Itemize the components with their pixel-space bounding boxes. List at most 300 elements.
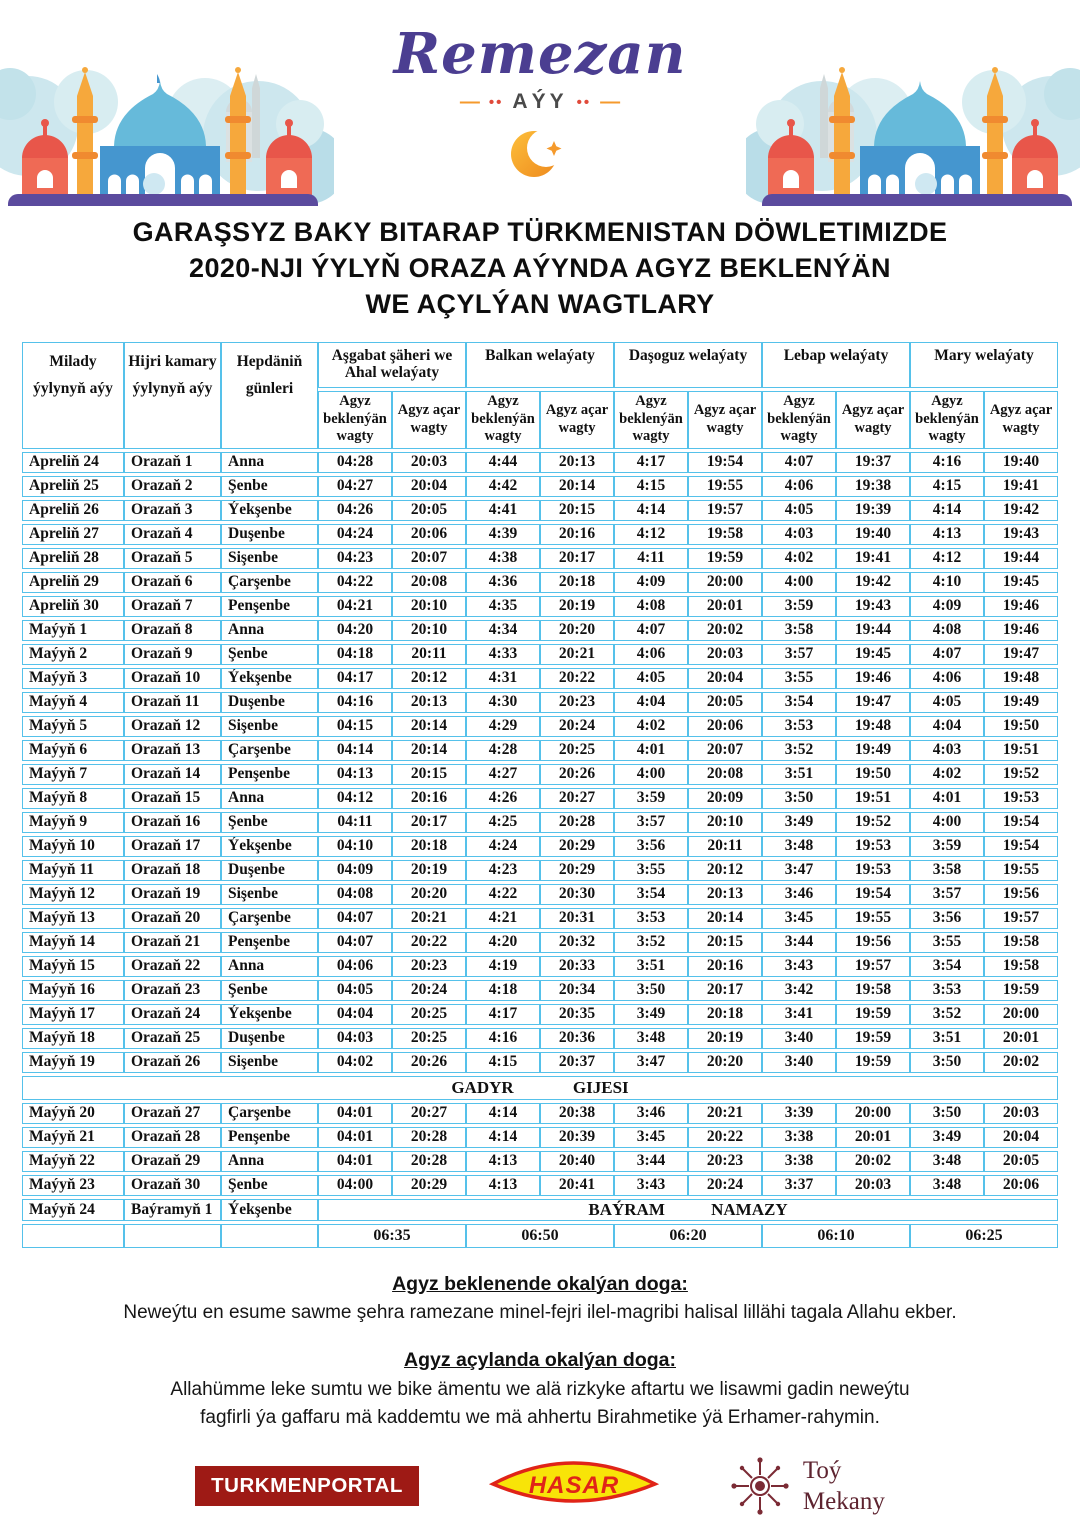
cell-time: 20:10 [392, 620, 466, 641]
cell-time: 20:12 [688, 860, 762, 881]
cell-time: 19:48 [836, 716, 910, 737]
cell-time: 3:42 [762, 980, 836, 1001]
cell-time: 3:55 [614, 860, 688, 881]
cell-time: 3:51 [762, 764, 836, 785]
cell-time: 04:05 [318, 980, 392, 1001]
cell-time: 20:05 [984, 1151, 1058, 1172]
table-row [22, 716, 1058, 737]
table-row [22, 668, 1058, 689]
cell-time: 3:38 [762, 1127, 836, 1148]
cell-time: 3:37 [762, 1175, 836, 1196]
sub-header-acar: Agyz açar wagty [540, 391, 614, 449]
sub-header-beklenyan: Agyz beklenýän wagty [318, 391, 392, 449]
cell-hijri: Orazaň 19 [124, 884, 221, 905]
timetable-header [22, 342, 1058, 449]
cell-hijri: Orazaň 3 [124, 500, 221, 521]
cell-time: 20:08 [392, 572, 466, 593]
cell-date: Maýyň 12 [22, 884, 124, 905]
cell-hijri: Orazaň 5 [124, 548, 221, 569]
namaz-time: 06:20 [614, 1224, 762, 1248]
cell-time: 19:53 [836, 860, 910, 881]
cell-time: 3:55 [910, 932, 984, 953]
cell-time: 20:26 [392, 1052, 466, 1073]
cell-date: Maýyň 6 [22, 740, 124, 761]
cell-date: Maýyň 17 [22, 1004, 124, 1025]
cell-time: 3:56 [910, 908, 984, 929]
cell-time: 04:11 [318, 812, 392, 833]
table-row [22, 980, 1058, 1001]
cell-time: 4:26 [466, 788, 540, 809]
cell-time: 20:33 [540, 956, 614, 977]
sub-header-acar: Agyz açar wagty [688, 391, 762, 449]
cell-time: 04:27 [318, 476, 392, 497]
cell-time: 04:04 [318, 1004, 392, 1025]
cell-time: 04:03 [318, 1028, 392, 1049]
table-row [22, 1151, 1058, 1172]
cell-time: 4:01 [614, 740, 688, 761]
table-row [22, 812, 1058, 833]
col-header-weekday: Hepdäniň günleri [221, 342, 318, 449]
col-header-milady: Milady ýylynyň aýy [22, 342, 124, 449]
cell-time: 20:27 [540, 788, 614, 809]
cell-hijri: Orazaň 4 [124, 524, 221, 545]
table-row [22, 836, 1058, 857]
cell-time: 4:12 [910, 548, 984, 569]
cell-date: Maýyň 13 [22, 908, 124, 929]
cell-time: 20:23 [392, 956, 466, 977]
cell-time: 04:17 [318, 668, 392, 689]
crescent-moon-icon [0, 120, 1080, 189]
cell-time: 04:10 [318, 836, 392, 857]
toy-text-line: Toý [802, 1456, 842, 1484]
cell-hijri: Orazaň 26 [124, 1052, 221, 1073]
cell-time: 4:00 [910, 812, 984, 833]
cell-time: 20:01 [688, 596, 762, 617]
table-row [22, 452, 1058, 473]
cell-time: 20:24 [392, 980, 466, 1001]
toy-text-line: Mekany [802, 1488, 885, 1516]
cell-time: 3:58 [910, 860, 984, 881]
cell-time: 19:55 [836, 908, 910, 929]
cell-time: 4:31 [466, 668, 540, 689]
cell-time: 19:56 [836, 932, 910, 953]
cell-time: 20:17 [540, 548, 614, 569]
cell-hijri: Orazaň 2 [124, 476, 221, 497]
cell-time: 20:06 [392, 524, 466, 545]
table-row [22, 1052, 1058, 1073]
cell-time: 20:13 [540, 452, 614, 473]
cell-time: 04:00 [318, 1175, 392, 1196]
cell-time: 19:44 [984, 548, 1058, 569]
cell-time: 4:23 [466, 860, 540, 881]
table-row [22, 476, 1058, 497]
cell-hijri: Orazaň 11 [124, 692, 221, 713]
cell-time: 3:49 [910, 1127, 984, 1148]
cell-time: 04:14 [318, 740, 392, 761]
cell-time: 4:11 [614, 548, 688, 569]
cell-time: 20:19 [392, 860, 466, 881]
cell-time: 4:18 [466, 980, 540, 1001]
cell-time: 3:48 [762, 836, 836, 857]
cell-time: 3:53 [910, 980, 984, 1001]
table-row [22, 932, 1058, 953]
cell-weekday: Duşenbe [221, 860, 318, 881]
cell-time: 3:54 [614, 884, 688, 905]
cell-date: Apreliň 24 [22, 452, 124, 473]
namaz-time: 06:35 [318, 1224, 466, 1248]
cell-hijri: Orazaň 27 [124, 1103, 221, 1124]
table-row [22, 740, 1058, 761]
cell-time: 20:18 [540, 572, 614, 593]
cell-date: Maýyň 4 [22, 692, 124, 713]
cell-time: 04:01 [318, 1127, 392, 1148]
cell-time: 20:20 [392, 884, 466, 905]
cell-time: 20:23 [540, 692, 614, 713]
cell-time: 04:02 [318, 1052, 392, 1073]
cell-weekday: Sişenbe [221, 1052, 318, 1073]
cell-time: 20:23 [688, 1151, 762, 1172]
table-row [22, 764, 1058, 785]
cell-time: 4:06 [762, 476, 836, 497]
cell-time: 3:55 [762, 668, 836, 689]
cell-weekday: Sişenbe [221, 548, 318, 569]
cell-time: 4:24 [466, 836, 540, 857]
cell-time: 04:20 [318, 620, 392, 641]
cell-time: 20:36 [540, 1028, 614, 1049]
cell-time: 19:57 [688, 500, 762, 521]
cell-time: 20:08 [688, 764, 762, 785]
timetable-body [22, 452, 1058, 1248]
cell-hijri: Orazaň 9 [124, 644, 221, 665]
cell-weekday: Şenbe [221, 644, 318, 665]
cell-time: 04:07 [318, 908, 392, 929]
table-row [22, 620, 1058, 641]
cell-time: 20:25 [392, 1028, 466, 1049]
cell-time: 20:09 [688, 788, 762, 809]
cell-time: 4:15 [910, 476, 984, 497]
cell-time: 4:29 [466, 716, 540, 737]
cell-weekday: Ýekşenbe [221, 1199, 318, 1221]
cell-time: 20:18 [688, 1004, 762, 1025]
cell-time: 04:01 [318, 1151, 392, 1172]
cell-time: 4:22 [466, 884, 540, 905]
cell-time: 3:46 [614, 1103, 688, 1124]
cell-weekday: Ýekşenbe [221, 668, 318, 689]
cell-weekday: Penşenbe [221, 596, 318, 617]
cell-time: 4:00 [762, 572, 836, 593]
cell-time: 19:59 [836, 1028, 910, 1049]
cell-hijri: Orazaň 23 [124, 980, 221, 1001]
cell-time: 04:16 [318, 692, 392, 713]
toy-mekany-ornament-icon [729, 1455, 791, 1517]
sub-header-beklenyan: Agyz beklenýän wagty [614, 391, 688, 449]
cell-time: 4:02 [614, 716, 688, 737]
cell-time: 04:07 [318, 932, 392, 953]
cell-date: Maýyň 8 [22, 788, 124, 809]
cell-time: 20:20 [540, 620, 614, 641]
cell-time: 19:58 [688, 524, 762, 545]
table-row [22, 524, 1058, 545]
cell-time: 4:38 [466, 548, 540, 569]
cell-time: 19:59 [836, 1004, 910, 1025]
cell-time: 20:17 [392, 812, 466, 833]
table-row [22, 1175, 1058, 1196]
table-row [22, 956, 1058, 977]
table-row [22, 644, 1058, 665]
cell-hijri: Orazaň 20 [124, 908, 221, 929]
table-row [22, 1028, 1058, 1049]
cell-time: 4:07 [762, 452, 836, 473]
cell-time: 20:14 [688, 908, 762, 929]
table-row [22, 548, 1058, 569]
cell-time: 20:11 [688, 836, 762, 857]
cell-time: 04:13 [318, 764, 392, 785]
page-title [0, 214, 1080, 323]
cell-time: 20:35 [540, 1004, 614, 1025]
cell-time: 4:02 [762, 548, 836, 569]
cell-time: 19:47 [984, 644, 1058, 665]
cell-hijri: Orazaň 18 [124, 860, 221, 881]
cell-weekday: Sişenbe [221, 884, 318, 905]
cell-date: Maýyň 10 [22, 836, 124, 857]
cell-time: 20:06 [688, 716, 762, 737]
cell-time: 3:43 [762, 956, 836, 977]
cell-time: 04:21 [318, 596, 392, 617]
logo-sub-label: AÝY [512, 90, 568, 113]
cell-hijri: Orazaň 6 [124, 572, 221, 593]
table-row [22, 572, 1058, 593]
cell-date: Maýyň 7 [22, 764, 124, 785]
cell-time: 19:51 [836, 788, 910, 809]
cell-date: Apreliň 29 [22, 572, 124, 593]
cell-time: 4:03 [762, 524, 836, 545]
cell-time: 20:01 [836, 1127, 910, 1148]
cell-time: 20:18 [392, 836, 466, 857]
cell-time: 19:46 [836, 668, 910, 689]
cell-time: 20:14 [540, 476, 614, 497]
cell-time: 20:10 [688, 812, 762, 833]
cell-time: 20:25 [540, 740, 614, 761]
cell-time: 20:13 [392, 692, 466, 713]
cell-time: 4:15 [466, 1052, 540, 1073]
cell-time: 20:10 [392, 596, 466, 617]
cell-time: 4:06 [910, 668, 984, 689]
ornament-dots: •• [576, 93, 592, 111]
cell-time: 20:29 [540, 836, 614, 857]
table-row [22, 692, 1058, 713]
cell-time: 20:04 [984, 1127, 1058, 1148]
cell-time: 20:12 [392, 668, 466, 689]
region-header-balkan: Balkan welaýaty [466, 342, 614, 388]
cell-hijri: Orazaň 12 [124, 716, 221, 737]
cell-time: 20:17 [688, 980, 762, 1001]
cell-time: 20:34 [540, 980, 614, 1001]
cell-time: 19:52 [984, 764, 1058, 785]
cell-time: 20:24 [540, 716, 614, 737]
sub-header-beklenyan: Agyz beklenýän wagty [910, 391, 984, 449]
cell-time: 4:10 [910, 572, 984, 593]
cell-time: 19:59 [984, 980, 1058, 1001]
cell-time: 3:59 [614, 788, 688, 809]
cell-time: 4:05 [762, 500, 836, 521]
bayram-namazy-label: BAÝRAM NAMAZY [318, 1199, 1058, 1221]
cell-hijri: Baýramyň 1 [124, 1199, 221, 1221]
cell-time: 4:27 [466, 764, 540, 785]
region-header-ashgabat: Aşgabat şäheri we Ahal welaýaty [318, 342, 466, 388]
doga-heading: Agyz beklenende okalýan doga: [392, 1272, 688, 1295]
cell-time: 3:50 [910, 1103, 984, 1124]
cell-weekday: Ýekşenbe [221, 836, 318, 857]
cell-time: 4:16 [466, 1028, 540, 1049]
cell-time: 4:34 [466, 620, 540, 641]
cell-time: 04:08 [318, 884, 392, 905]
cell-time: 19:50 [984, 716, 1058, 737]
cell-time: 20:16 [688, 956, 762, 977]
namaz-time: 06:50 [466, 1224, 614, 1248]
cell-weekday: Çarşenbe [221, 740, 318, 761]
cell-weekday: Şenbe [221, 476, 318, 497]
cell-time: 4:33 [466, 644, 540, 665]
cell-time: 19:41 [984, 476, 1058, 497]
cell-hijri: Orazaň 24 [124, 1004, 221, 1025]
cell-date: Maýyň 9 [22, 812, 124, 833]
empty-cell [22, 1224, 124, 1248]
cell-time: 20:03 [688, 644, 762, 665]
cell-time: 04:15 [318, 716, 392, 737]
cell-time: 19:43 [836, 596, 910, 617]
cell-weekday: Şenbe [221, 812, 318, 833]
cell-time: 20:03 [984, 1103, 1058, 1124]
cell-time: 19:37 [836, 452, 910, 473]
cell-time: 19:46 [984, 620, 1058, 641]
cell-date: Maýyň 23 [22, 1175, 124, 1196]
cell-time: 20:02 [984, 1052, 1058, 1073]
timetable [22, 339, 1058, 1251]
cell-time: 19:50 [836, 764, 910, 785]
cell-time: 19:59 [836, 1052, 910, 1073]
sub-header-acar: Agyz açar wagty [392, 391, 466, 449]
cell-time: 3:53 [762, 716, 836, 737]
cell-time: 4:25 [466, 812, 540, 833]
cell-time: 4:30 [466, 692, 540, 713]
footer-logos [0, 1455, 1080, 1518]
cell-time: 4:02 [910, 764, 984, 785]
cell-time: 3:51 [910, 1028, 984, 1049]
cell-time: 20:00 [688, 572, 762, 593]
cell-time: 19:40 [836, 524, 910, 545]
cell-hijri: Orazaň 7 [124, 596, 221, 617]
cell-time: 3:44 [762, 932, 836, 953]
cell-weekday: Ýekşenbe [221, 1004, 318, 1025]
cell-time: 3:54 [910, 956, 984, 977]
cell-time: 20:00 [836, 1103, 910, 1124]
cell-date: Apreliň 30 [22, 596, 124, 617]
cell-time: 20:37 [540, 1052, 614, 1073]
cell-hijri: Orazaň 16 [124, 812, 221, 833]
cell-time: 4:08 [910, 620, 984, 641]
cell-time: 04:01 [318, 1103, 392, 1124]
cell-weekday: Çarşenbe [221, 908, 318, 929]
sub-header-acar: Agyz açar wagty [984, 391, 1058, 449]
cell-time: 3:48 [614, 1028, 688, 1049]
cell-weekday: Çarşenbe [221, 1103, 318, 1124]
cell-hijri: Orazaň 21 [124, 932, 221, 953]
cell-time: 3:53 [614, 908, 688, 929]
cell-date: Apreliň 28 [22, 548, 124, 569]
empty-cell [221, 1224, 318, 1248]
cell-time: 4:13 [466, 1175, 540, 1196]
cell-time: 3:39 [762, 1103, 836, 1124]
svg-text:HASAR: HASAR [528, 1471, 620, 1499]
cell-date: Apreliň 25 [22, 476, 124, 497]
cell-weekday: Penşenbe [221, 932, 318, 953]
cell-date: Maýyň 11 [22, 860, 124, 881]
cell-date: Maýyň 14 [22, 932, 124, 953]
cell-hijri: Orazaň 13 [124, 740, 221, 761]
cell-time: 20:03 [836, 1175, 910, 1196]
doga-heading: Agyz açylanda okalýan doga: [403, 1349, 676, 1372]
doga-section [0, 1251, 1080, 1433]
ornament-dash: — [600, 91, 621, 113]
cell-weekday: Anna [221, 788, 318, 809]
cell-time: 20:02 [688, 620, 762, 641]
cell-time: 19:46 [984, 596, 1058, 617]
cell-hijri: Orazaň 22 [124, 956, 221, 977]
region-header-dashoguz: Daşoguz welaýaty [614, 342, 762, 388]
cell-hijri: Orazaň 30 [124, 1175, 221, 1196]
ornament-dash: — [459, 91, 480, 113]
cell-time: 20:26 [540, 764, 614, 785]
cell-time: 3:43 [614, 1175, 688, 1196]
cell-time: 4:41 [466, 500, 540, 521]
cell-time: 4:12 [614, 524, 688, 545]
doga-text: Allahümme leke sumtu we bike ämentu we alä rizkyke aftartu we lisawmi gadin neweýtu [170, 1378, 910, 1400]
namaz-time: 06:25 [910, 1224, 1058, 1248]
cell-hijri: Orazaň 28 [124, 1127, 221, 1148]
cell-time: 04:06 [318, 956, 392, 977]
cell-time: 20:05 [688, 692, 762, 713]
title-line: GARAŞSYZ BAKY BITARAP TÜRKMENISTAN DÖWLETIMIZDE [132, 217, 948, 247]
cell-time: 04:26 [318, 500, 392, 521]
cell-time: 4:08 [614, 596, 688, 617]
cell-time: 20:01 [984, 1028, 1058, 1049]
cell-weekday: Anna [221, 452, 318, 473]
cell-time: 20:07 [392, 548, 466, 569]
cell-time: 4:21 [466, 908, 540, 929]
cell-time: 19:56 [984, 884, 1058, 905]
cell-time: 20:15 [540, 500, 614, 521]
cell-time: 3:52 [614, 932, 688, 953]
cell-time: 4:15 [614, 476, 688, 497]
cell-time: 20:22 [392, 932, 466, 953]
cell-time: 20:21 [688, 1103, 762, 1124]
cell-date: Maýyň 3 [22, 668, 124, 689]
cell-time: 04:22 [318, 572, 392, 593]
cell-time: 19:45 [984, 572, 1058, 593]
cell-time: 04:28 [318, 452, 392, 473]
cell-time: 4:36 [466, 572, 540, 593]
cell-time: 4:14 [910, 500, 984, 521]
cell-time: 4:44 [466, 452, 540, 473]
cell-hijri: Orazaň 29 [124, 1151, 221, 1172]
cell-time: 3:49 [762, 812, 836, 833]
cell-hijri: Orazaň 25 [124, 1028, 221, 1049]
cell-time: 19:42 [984, 500, 1058, 521]
cell-time: 19:58 [984, 932, 1058, 953]
cell-time: 19:49 [836, 740, 910, 761]
cell-time: 20:25 [392, 1004, 466, 1025]
cell-time: 19:45 [836, 644, 910, 665]
